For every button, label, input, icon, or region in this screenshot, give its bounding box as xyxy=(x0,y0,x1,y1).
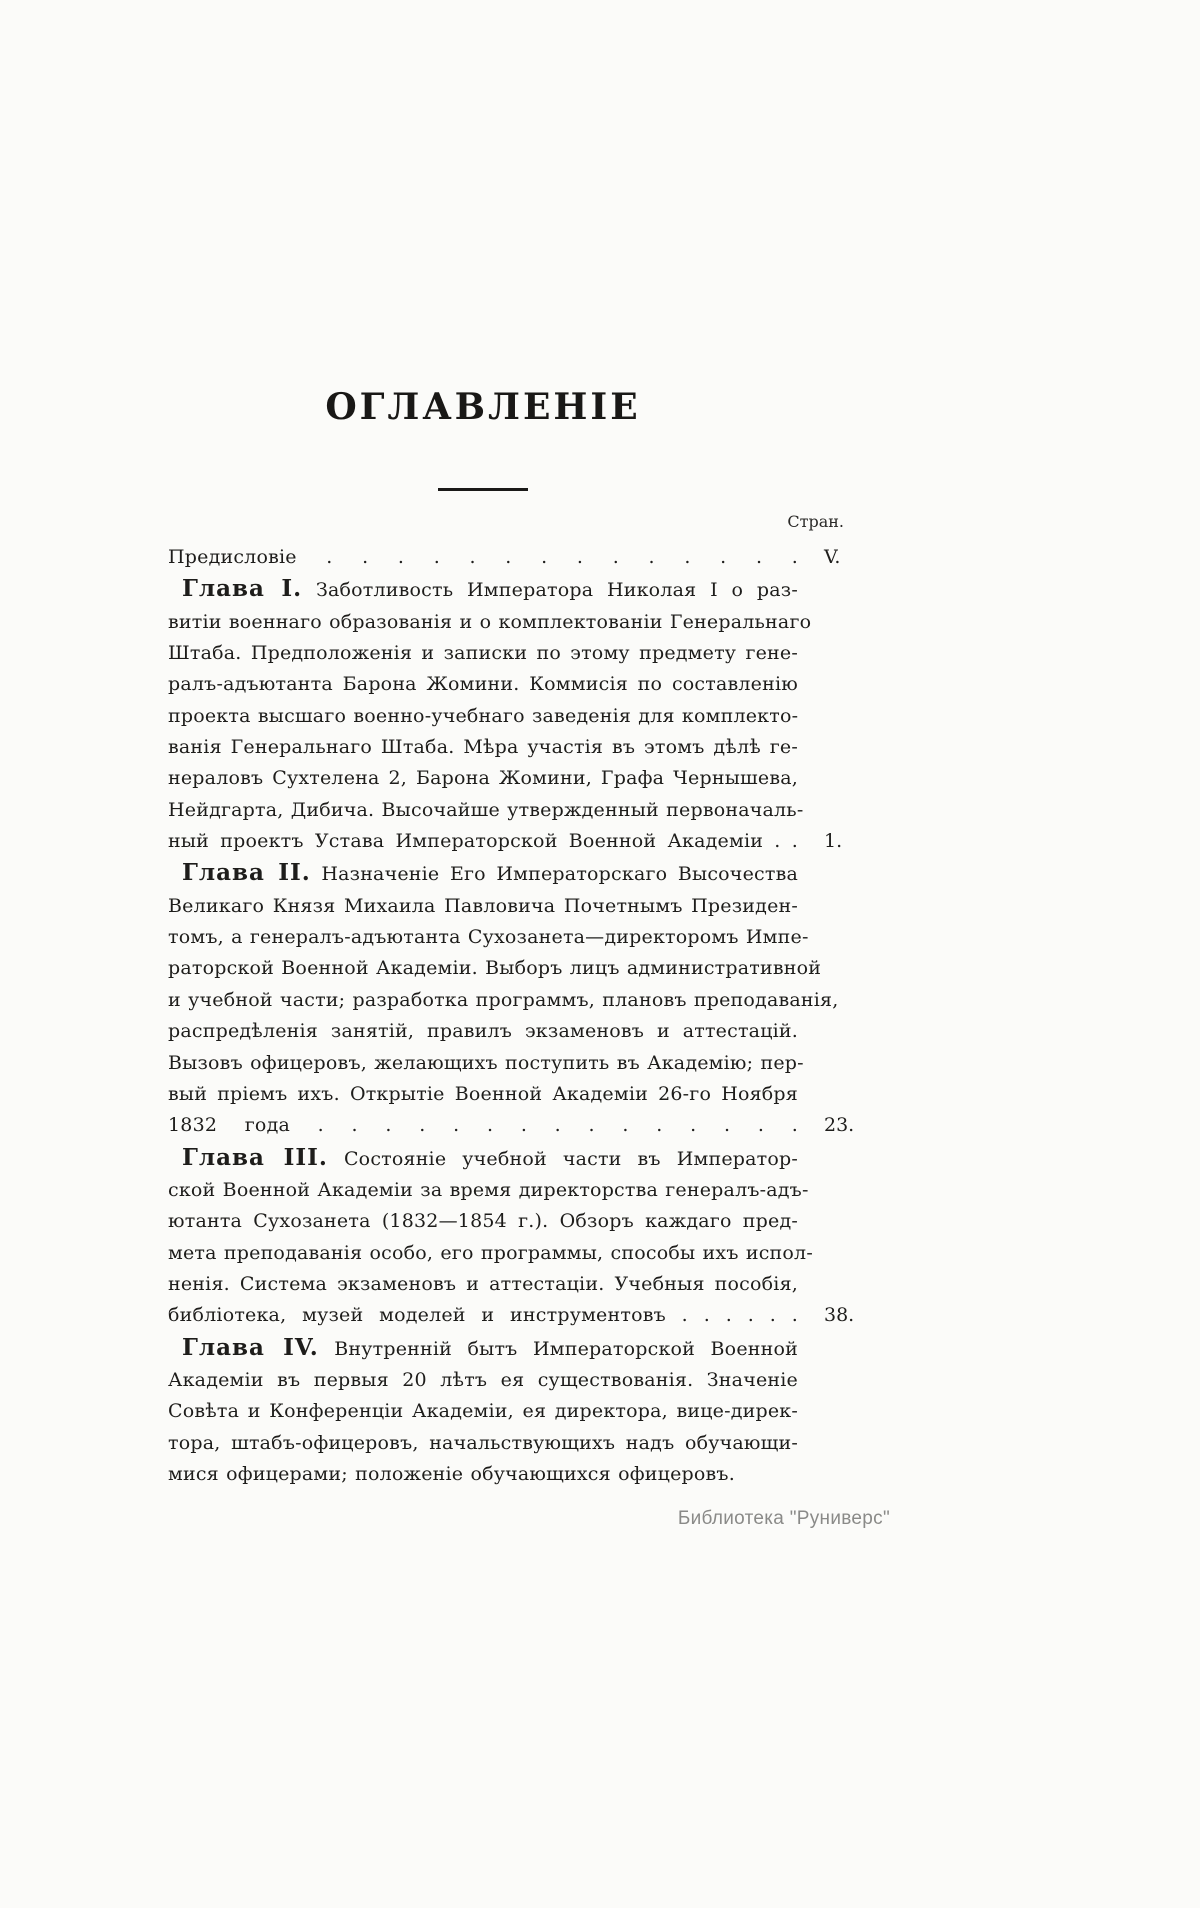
toc-line xyxy=(168,857,798,890)
toc-line-text: Внутренній бытъ Императорской Военной xyxy=(334,1337,798,1360)
toc-entry-chapter-1 xyxy=(168,573,843,857)
toc-line xyxy=(168,1016,798,1047)
toc-line xyxy=(168,953,822,984)
toc-line-text: раторской Военной Академіи. Выборъ лицъ административной xyxy=(168,957,822,980)
preface-page-number: V. xyxy=(824,546,841,568)
toc-line xyxy=(168,1206,798,1237)
toc-line-text: библіотека, музей моделей и инструментовъ . . . . . . xyxy=(168,1304,798,1327)
toc-line-text: проекта высшаго военно-учебнаго заведенія для комплекто- xyxy=(168,704,799,727)
toc-line xyxy=(168,1300,855,1331)
chapter-heading: Глава IV. xyxy=(182,1333,319,1361)
toc-line-text: Совѣта и Конференціи Академіи, ея директора, вице-дирек- xyxy=(168,1400,798,1423)
toc-line-text: ской Военной Академіи за время директорства генералъ-адъ- xyxy=(168,1178,809,1201)
toc-entry-chapter-3 xyxy=(168,1142,855,1332)
toc-entry-chapter-4 xyxy=(168,1332,798,1491)
toc-line xyxy=(168,669,798,700)
toc-line-text: 1832 года . . . . . . . . . . . . . . . xyxy=(168,1114,798,1137)
toc-line-text: Великаго Князя Михаила Павловича Почетнымъ Президен- xyxy=(168,894,798,917)
chapter-heading: Глава II. xyxy=(182,859,311,887)
toc-line-text: мета преподаванія особо, его программы, способы ихъ испол- xyxy=(168,1241,813,1264)
toc-line-text: ралъ-адъютанта Барона Жомини. Коммисія по составленію xyxy=(168,673,798,696)
chapter-page-number: 23. xyxy=(824,1114,855,1137)
chapter-heading: Глава I. xyxy=(182,575,303,603)
chapter-heading: Глава III. xyxy=(182,1143,328,1171)
page-number-column-header: Стран. xyxy=(787,512,844,531)
toc-line xyxy=(168,891,798,922)
toc-line-text: вый пріемъ ихъ. Открытіе Военной Академіи 26-го Ноября xyxy=(168,1082,798,1105)
toc-line xyxy=(168,1269,798,1300)
chapter-page-number: 38. xyxy=(824,1304,855,1327)
toc-line xyxy=(168,1365,798,1396)
toc-line xyxy=(168,701,798,732)
preface-label-with-leaders: Предисловіе . . . . . . . . . . . . . . xyxy=(168,546,798,568)
toc-line-text: Назначеніе Его Императорскаго Высочества xyxy=(321,863,798,886)
toc-line-text: томъ, а генералъ-адъютанта Сухозанета—директоромъ Импе- xyxy=(168,926,809,949)
toc-line-text: Штаба. Предположенія и записки по этому предмету гене- xyxy=(168,642,798,665)
toc-line xyxy=(168,1459,798,1490)
toc-line xyxy=(168,1110,855,1141)
toc-line xyxy=(168,922,809,953)
toc-line-text: витіи военнаго образованія и о комплектованіи Генеральнаго xyxy=(168,610,812,633)
chapter-page-number: 1. xyxy=(824,830,843,853)
toc-line-text: мися офицерами; положеніе обучающихся офицеровъ. xyxy=(168,1462,735,1485)
toc-line xyxy=(168,763,798,794)
toc-line xyxy=(168,1428,798,1459)
toc-line xyxy=(168,573,798,606)
toc-line-text: Заботливость Императора Николая I о раз- xyxy=(315,579,798,602)
toc-line-text: ванія Генеральнаго Штаба. Мѣра участія въ этомъ дѣлѣ ге- xyxy=(168,736,798,759)
toc-line xyxy=(168,607,812,638)
toc-line xyxy=(168,1332,798,1365)
toc-line xyxy=(168,1048,804,1079)
toc-line xyxy=(168,1079,798,1110)
toc-line xyxy=(168,795,804,826)
toc-line xyxy=(168,1175,809,1206)
toc-line-text: Академіи въ первыя 20 лѣтъ ея существованія. Значеніе xyxy=(168,1368,798,1391)
toc-line-text: Нейдгарта, Дибича. Высочайше утвержденный первоначаль- xyxy=(168,798,804,821)
toc-line-text: распредѣленія занятій, правилъ экзаменовъ и аттестацій. xyxy=(168,1020,798,1043)
toc-line xyxy=(168,1238,813,1269)
toc-line-text: Состояніе учебной части въ Император- xyxy=(343,1147,798,1170)
preface-entry xyxy=(168,542,841,573)
toc-line-text: нераловъ Сухтелена 2, Барона Жомини, Графа Чернышева, xyxy=(168,767,798,790)
toc-line xyxy=(168,638,798,669)
toc-line-text: ютанта Сухозанета (1832—1854 г.). Обзоръ каждаго пред- xyxy=(168,1210,798,1233)
toc-line-text: ный проектъ Устава Императорской Военной Академіи . . xyxy=(168,830,798,853)
toc-entry-chapter-2 xyxy=(168,857,855,1141)
toc-line-text: и учебной части; разработка программъ, плановъ преподаванія, xyxy=(168,988,839,1011)
toc-line xyxy=(168,985,839,1016)
toc-line-text: ненія. Система экзаменовъ и аттестаціи. Учебныя пособія, xyxy=(168,1272,798,1295)
toc-line xyxy=(168,1142,798,1175)
toc-line xyxy=(168,1396,798,1427)
page-title: ОГЛАВЛЕНІЕ xyxy=(325,386,641,428)
toc-line xyxy=(168,826,843,857)
toc-line-text: Вызовъ офицеровъ, желающихъ поступить въ Академію; пер- xyxy=(168,1051,804,1074)
title-divider-rule xyxy=(438,488,528,491)
toc-line-text: тора, штабъ-офицеровъ, начальствующихъ надъ обучающи- xyxy=(168,1431,798,1454)
library-watermark: Библиотека "Руниверс" xyxy=(677,1508,890,1529)
table-of-contents xyxy=(168,542,855,1490)
toc-line xyxy=(168,732,798,763)
